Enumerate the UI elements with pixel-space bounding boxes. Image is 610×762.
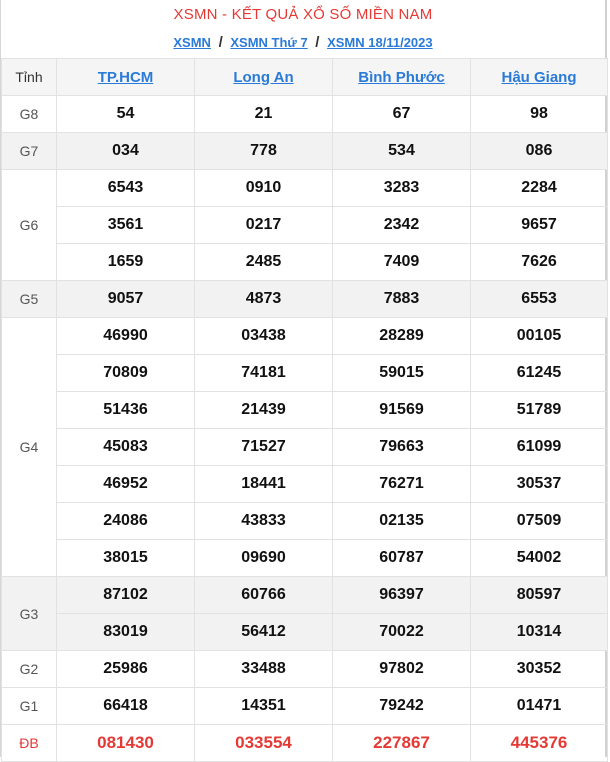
table-row (2, 318, 608, 355)
prize-label: G3 (2, 577, 57, 651)
prize-label: G6 (2, 170, 57, 281)
prize-number: 91569 (333, 392, 471, 429)
prize-number: 28289 (333, 318, 471, 355)
prize-number: 21 (195, 96, 333, 133)
prize-number: 56412 (195, 614, 333, 651)
prize-number: 1659 (57, 244, 195, 281)
prize-number: 79663 (333, 429, 471, 466)
prize-number: 3561 (57, 207, 195, 244)
table-row (2, 466, 608, 503)
prize-number: 54 (57, 96, 195, 133)
prize-number: 2342 (333, 207, 471, 244)
prize-number: 03438 (195, 318, 333, 355)
table-row (2, 540, 608, 577)
prize-number: 46952 (57, 466, 195, 503)
prize-number: 2485 (195, 244, 333, 281)
prize-number: 30537 (471, 466, 608, 503)
prize-number: 98 (471, 96, 608, 133)
prize-number: 09690 (195, 540, 333, 577)
breadcrumb (1, 34, 605, 51)
prize-number: 081430 (57, 725, 195, 762)
column-header (195, 59, 333, 96)
prize-label: G1 (2, 688, 57, 725)
prize-number: 534 (333, 133, 471, 170)
table-row (2, 96, 608, 133)
prize-number: 7883 (333, 281, 471, 318)
prize-number: 61099 (471, 429, 608, 466)
prize-number: 6553 (471, 281, 608, 318)
prize-number: 01471 (471, 688, 608, 725)
prize-number: 3283 (333, 170, 471, 207)
prize-number: 21439 (195, 392, 333, 429)
prize-label: G5 (2, 281, 57, 318)
prize-number: 24086 (57, 503, 195, 540)
prize-number: 033554 (195, 725, 333, 762)
prize-number: 778 (195, 133, 333, 170)
prize-number: 0217 (195, 207, 333, 244)
prize-number: 02135 (333, 503, 471, 540)
table-row (2, 429, 608, 466)
prize-number: 10314 (471, 614, 608, 651)
prize-number: 59015 (333, 355, 471, 392)
table-row (2, 688, 608, 725)
prize-number: 70809 (57, 355, 195, 392)
province-link-hau-giang[interactable]: Hậu Giang (501, 68, 577, 86)
breadcrumb-xsmn[interactable]: XSMN (173, 35, 211, 50)
province-link-binh-phuoc[interactable]: Bình Phước (358, 68, 445, 86)
table-row (2, 244, 608, 281)
prize-label: G7 (2, 133, 57, 170)
table-row (2, 355, 608, 392)
table-header-row (2, 59, 608, 96)
prize-number: 14351 (195, 688, 333, 725)
prize-number: 4873 (195, 281, 333, 318)
prize-number: 97802 (333, 651, 471, 688)
prize-number: 83019 (57, 614, 195, 651)
prize-number: 30352 (471, 651, 608, 688)
table-row (2, 577, 608, 614)
prize-label: G8 (2, 96, 57, 133)
prize-label: ĐB (2, 725, 57, 762)
prize-number: 45083 (57, 429, 195, 466)
prize-number: 086 (471, 133, 608, 170)
prize-number: 46990 (57, 318, 195, 355)
breadcrumb-xsmn-date[interactable]: XSMN 18/11/2023 (327, 35, 433, 50)
prize-number: 6543 (57, 170, 195, 207)
column-header (333, 59, 471, 96)
prize-number: 33488 (195, 651, 333, 688)
province-link-tphcm[interactable]: TP.HCM (97, 68, 154, 86)
prize-label: G2 (2, 651, 57, 688)
prize-number: 61245 (471, 355, 608, 392)
prize-number: 25986 (57, 651, 195, 688)
table-row (2, 392, 608, 429)
prize-number: 51789 (471, 392, 608, 429)
prize-number: 71527 (195, 429, 333, 466)
breadcrumb-xsmn-thu-7[interactable]: XSMN Thứ 7 (230, 35, 308, 50)
prize-number: 00105 (471, 318, 608, 355)
prize-number: 60787 (333, 540, 471, 577)
prize-number: 76271 (333, 466, 471, 503)
column-header (471, 59, 608, 96)
prize-number: 7409 (333, 244, 471, 281)
prize-number: 87102 (57, 577, 195, 614)
prize-number: 034 (57, 133, 195, 170)
prize-number: 96397 (333, 577, 471, 614)
breadcrumb-separator: / (315, 34, 320, 51)
results-table (1, 58, 608, 762)
prize-number: 51436 (57, 392, 195, 429)
column-header-province: Tỉnh (2, 59, 57, 96)
table-row (2, 170, 608, 207)
prize-number: 227867 (333, 725, 471, 762)
table-row (2, 281, 608, 318)
prize-number: 43833 (195, 503, 333, 540)
prize-number: 66418 (57, 688, 195, 725)
prize-number: 67 (333, 96, 471, 133)
prize-number: 74181 (195, 355, 333, 392)
page-title: XSMN - KẾT QUẢ XỔ SỐ MIỀN NAM (173, 6, 433, 23)
prize-number: 38015 (57, 540, 195, 577)
prize-number: 9057 (57, 281, 195, 318)
table-row (2, 133, 608, 170)
prize-number: 0910 (195, 170, 333, 207)
table-row (2, 207, 608, 244)
prize-number: 60766 (195, 577, 333, 614)
prize-number: 9657 (471, 207, 608, 244)
prize-number: 07509 (471, 503, 608, 540)
province-link-long-an[interactable]: Long An (233, 68, 294, 86)
prize-number: 70022 (333, 614, 471, 651)
column-header (57, 59, 195, 96)
prize-number: 445376 (471, 725, 608, 762)
prize-number: 2284 (471, 170, 608, 207)
prize-label: G4 (2, 318, 57, 577)
prize-number: 79242 (333, 688, 471, 725)
table-row (2, 725, 608, 762)
breadcrumb-separator: / (218, 34, 223, 51)
prize-number: 54002 (471, 540, 608, 577)
results-body (2, 96, 608, 762)
prize-number: 18441 (195, 466, 333, 503)
prize-number: 80597 (471, 577, 608, 614)
table-row (2, 614, 608, 651)
prize-number: 7626 (471, 244, 608, 281)
table-row (2, 651, 608, 688)
table-row (2, 503, 608, 540)
